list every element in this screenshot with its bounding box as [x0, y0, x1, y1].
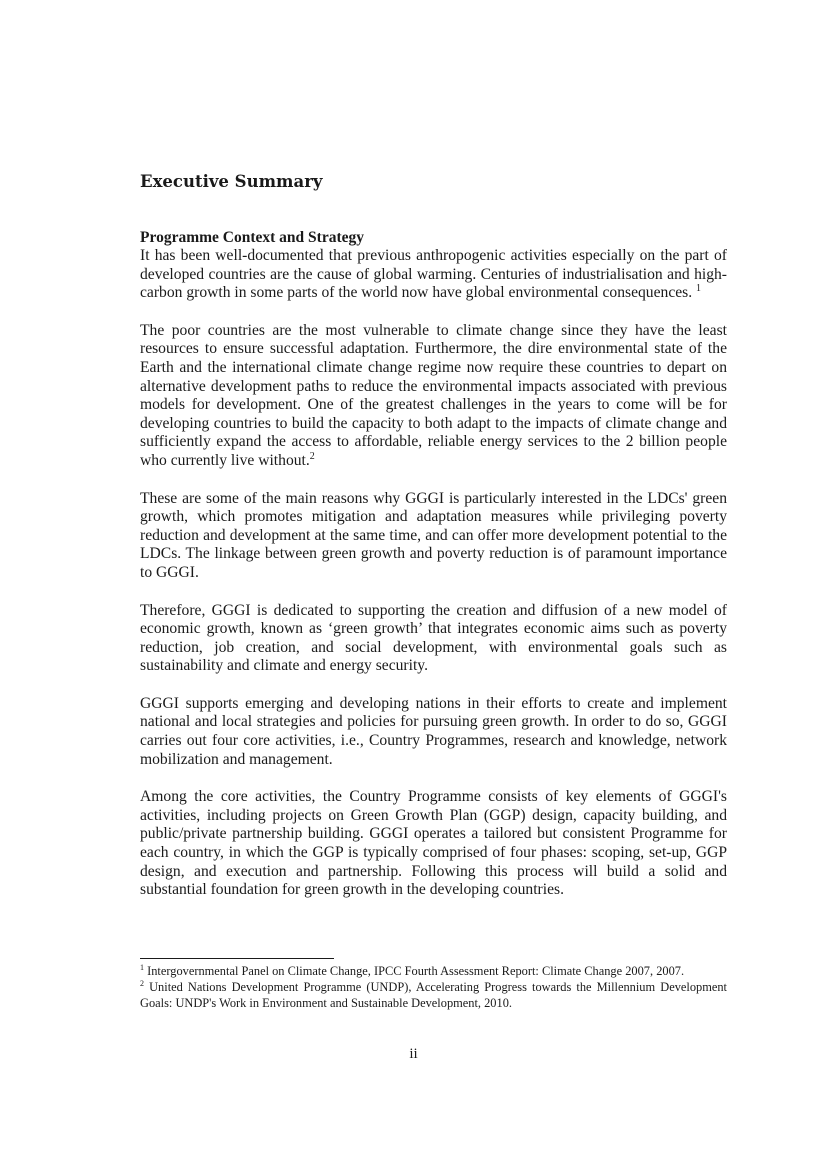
- paragraph-4: [140, 602, 727, 676]
- paragraph-text: GGGI supports emerging and developing nations in their efforts to create and implement national and local strategies and policies for pursuing green growth. In order to do so, GGGI carries out four core activities, i.e., Country Programmes, research and knowledge, network mobilization and management.: [140, 694, 727, 768]
- footnote-1: [140, 963, 727, 979]
- footnote-reference-2: 2: [309, 450, 315, 462]
- document-body: [140, 170, 727, 919]
- footnotes: [140, 963, 727, 1011]
- page-number: ii: [409, 1046, 418, 1062]
- footnote-mark-2: 2: [140, 978, 144, 988]
- paragraph-text: Therefore, GGGI is dedicated to supporting the creation and diffusion of a new model of economic growth, known as ‘green growth’ that integrates economic aims such as poverty reduction, job creation, and social development, with environmental goals such as sustainability and climate and energy security.: [140, 601, 727, 675]
- footnote-reference-1: 1: [696, 283, 702, 294]
- paragraph-text: The poor countries are the most vulnerable to climate change since they have the least resources to ensure successful adaptation. Furthermore, the dire environmental state of the Earth and the international climate change regime now require these countries to depart on alternative development paths to reduce the environmental impacts associated with previous models for development. One of the greatest challenges in the years to come will be for developing countries to build the capacity to both adapt to the impacts of climate change and sufficiently expand the access to affordable, reliable energy services to the 2 billion people who currently live without.: [140, 321, 727, 469]
- footnote-divider: [140, 958, 334, 959]
- page-title: Executive Summary: [140, 172, 323, 191]
- paragraph-5: [140, 695, 727, 769]
- footnote-2: [140, 979, 727, 1011]
- paragraph-2: [140, 322, 727, 471]
- section-heading: Programme Context and Strategy: [140, 229, 364, 246]
- footnote-mark-1: 1: [140, 962, 144, 972]
- footnote-text: United Nations Development Programme (UNDP), Accelerating Progress towards the Millennium Development Goals: UNDP's Work in Environment and Sustainable Development, 2010.: [140, 980, 727, 1010]
- paragraph-6: [140, 788, 727, 900]
- paragraph-text: Among the core activities, the Country Programme consists of key elements of GGGI's activities, including projects on Green Growth Plan (GGP) design, capacity building, and public/private partnership building. GGGI operates a tailored but consistent Programme for each country, in which the GGP is typically comprised of four phases: scoping, set-up, GGP design, and execution and partnership. Following this process will build a solid and substantial foundation for green growth in the developing countries.: [140, 788, 727, 899]
- paragraph-text: It has been well-documented that previous anthropogenic activities especially on the part of developed countries are the cause of global warming. Centuries of industrialisation and high-carbon growth in some parts of the world now have global environmental consequences.: [140, 247, 727, 302]
- paragraph-3: [140, 490, 727, 583]
- paragraph-text: These are some of the main reasons why GGGI is particularly interested in the LDCs' green growth, which promotes mitigation and adaptation measures while privileging poverty reduction and development at the same time, and can offer more development potential to the LDCs. The linkage between green growth and poverty reduction is of paramount importance to GGGI.: [140, 489, 727, 581]
- paragraph-1: [140, 247, 727, 303]
- footnote-text: Intergovernmental Panel on Climate Change, IPCC Fourth Assessment Report: Climate Change 2007, 2007.: [144, 964, 685, 978]
